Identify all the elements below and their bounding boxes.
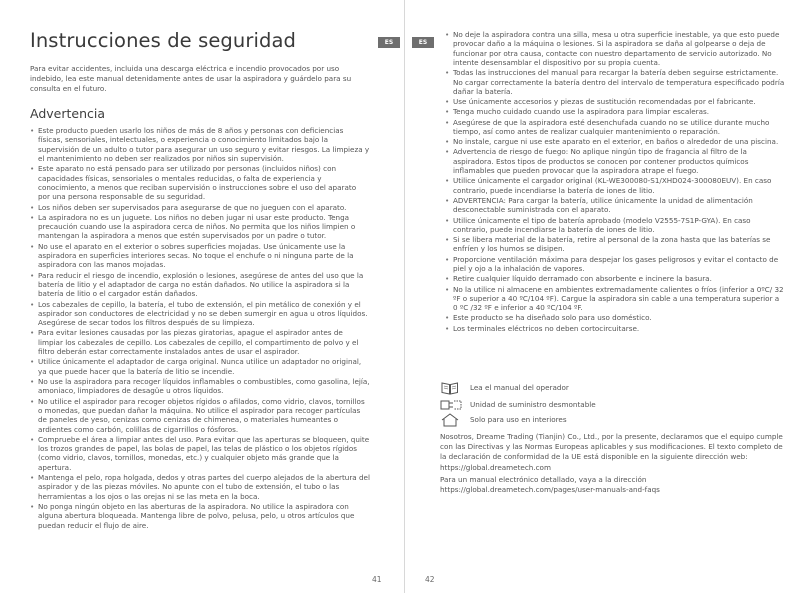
indoor-icon [440,412,460,426]
list-item: • Para reducir el riesgo de incendio, explosión o lesiones, asegúrese de antes del uso que la batería de litio y el adaptador de carga no están dañados. No utilice la aspiradora si la batería de litio o el cargador están dañados. [30,271,370,299]
page-title: Instrucciones de seguridad [30,29,297,52]
symbol-label: Lea el manual del operador [470,383,569,392]
manual-icon [440,380,460,394]
language-badge-left: ES [378,37,400,48]
list-item: • Use únicamente accesorios y piezas de sustitución recomendadas por el fabricante. [445,97,785,106]
list-item: • Mantenga el pelo, ropa holgada, dedos y otras partes del cuerpo alejados de la abertura del aspirador y de las piezas móviles. No apunte con el tubo de extensión, el tubo o las herramientas a los ojos o las orejas ni se las meta en la boca. [30,473,370,501]
list-item: • No use el aparato en el exterior o sobres superficies mojadas. Use únicamente use la aspiradora en superficies interiores secas. No toque el enchufe o ni ninguna parte de la aspiradora con las manos mojadas. [30,242,370,270]
language-badge-right: ES [412,37,434,48]
intro-paragraph: Para evitar accidentes, incluida una descarga eléctrica e incendio provocados por uso indebido, lea este manual detenidamente antes de usar la aspiradora y guárdelo para su consulta en el futuro. [30,64,352,94]
list-item: • Retire cualquier líquido derramado con absorbente e incinere la basura. [445,274,785,283]
list-item: • Utilice únicamente el tipo de batería aprobado (modelo V2555-7S1P-GYA). En caso contrario, puede incendiarse la batería de iones de litio. [445,216,785,235]
list-item: • No la utilice ni almacene en ambientes extremadamente calientes o fríos (inferior a 0ºC/ 32 ºF o superior a 40 ºC/104 ºF). Cargue la aspiradora sin cable a una temperatura superior a 0 ºC /32 ºF e inferior a 40 ºC/104 ºF. [445,285,785,313]
list-item: • Todas las instrucciones del manual para recargar la batería deben seguirse estrictamente. No cargar correctamente la batería dentro del intervalo de temperatura especificado podría dañar la batería. [445,68,785,96]
list-item: • Este producto pueden usarlo los niños de más de 8 años y personas con deficiencias físicas, sensoriales, intelectuales, o experiencia o conocimiento limitados bajo la supervisión de un adulto o tutor para asegurar un uso seguro y evitar riesgos. La limpieza y el mantenimiento no deben ser realizados por niños sin supervisión. [30,126,370,163]
list-item: • Compruebe el área a limpiar antes del uso. Para evitar que las aperturas se bloqueen, quite los trozos grandes de papel, las bolas de papel, las telas de plástico o los objetos rígidos (como vidrio, clavos, tornillos, monedas, etc.) y cualquier objeto más grande que la apertura. [30,435,370,472]
list-item: • No utilice el aspirador para recoger objetos rígidos o afilados, como vidrio, clavos, tornillos o monedas, que puedan dañar la máquina. No utilice el aspirador para recoger partículas de paneles de yeso, cenizas como cenizas de chimenea, o materiales humeantes o ardientes como carbón, colillas de cigarrillos o fósforos. [30,397,370,434]
detachable-supply-icon [440,397,460,411]
list-item: • Este producto se ha diseñado solo para uso doméstico. [445,313,785,322]
symbol-row-supply [440,397,780,413]
list-item: • Utilice únicamente el cargador original (KL-WE300080-S1/XHD024-300080EUV). En caso contrario, puede incendiarse la batería de iones de litio. [445,176,785,195]
list-item: • No use la aspiradora para recoger líquidos inflamables o combustibles, como gasolina, lejía, amoniaco, limpiadores de desagüe u otros líquidos. [30,377,370,396]
warning-list-right [445,30,785,334]
list-item: • Utilice únicamente el adaptador de carga original. Nunca utilice un adaptador no original, ya que puede hacer que la batería de litio se incendie. [30,357,370,376]
list-item: • Proporcione ventilación máxima para despejar los gases peligrosos y evitar el contacto de piel y ojo a la inhalación de vapores. [445,255,785,274]
list-item: • Los cabezales de cepillo, la batería, el tubo de extensión, el pin metálico de conexión y el aspirador son conductores de electricidad y no se deben sumergir en agua u otros líquidos. Asegúrese de secar todos los filtros después de su limpieza. [30,300,370,328]
list-item: • No deje la aspiradora contra una silla, mesa u otra superficie inestable, ya que esto puede provocar daño a la máquina o lesiones. Si la aspiradora se daña al golpearse o deja de funcionar por otra causa, contacte con nuestro departamento de servicio autorizado. No intente desensamblar el dispositivo por su propia cuenta. [445,30,785,67]
symbol-row-indoor [440,412,780,428]
list-item: • La aspiradora no es un juguete. Los niños no deben jugar ni usar este producto. Tenga precaución cuando use la aspiradora cerca de niños. No permita que los niños limpien o mantengan la aspiradora a menos que estén supervisados por un padre o tutor. [30,213,370,241]
list-item: • Asegúrese de que la aspiradora esté desenchufada cuando no se utilice durante mucho tiempo, así como antes de realizar cualquier mantenimiento o reparación. [445,118,785,137]
section-heading-warning: Advertencia [30,106,106,121]
page-number-right: 42 [425,575,435,584]
list-item: • Si se libera material de la batería, retire al personal de la zona hasta que las baterías se enfríen y los humos se disipen. [445,235,785,254]
list-item: • Tenga mucho cuidado cuando use la aspiradora para limpiar escaleras. [445,107,785,116]
list-item: • Este aparato no está pensado para ser utilizado por personas (incluidos niños) con capacidades físicas, sensoriales o mentales reducidas, o falta de experiencia y conocimiento, a menos que reciban supervisión o instrucciones sobre el uso del aparato por una persona responsable de su seguridad. [30,164,370,201]
symbol-row-manual [440,380,780,396]
symbol-label: Unidad de suministro desmontable [470,400,596,409]
declaration-paragraph: Nosotros, Dreame Trading (Tianjin) Co., Ltd., por la presente, declaramos que el equipo cumple con las Directivas y las Normas Europeas aplicables y sus modificaciones. El texto completo de la declaración de conformidad de la UE está disponible en la siguiente dirección web: https://global.dreametech.com [440,432,783,472]
list-item: • No ponga ningún objeto en las aberturas de la aspiradora. No utilice la aspiradora con alguna abertura bloqueada. Mantenga libre de polvo, pelusa, pelo, u otros artículos que puedan reducir el flujo de aire. [30,502,370,530]
list-item: • No instale, cargue ni use este aparato en el exterior, en baños o alrededor de una piscina. [445,137,785,146]
page-number-left: 41 [372,575,382,584]
manual-link-paragraph: Para un manual electrónico detallado, vaya a la dirección https://global.dreametech.com/pages/user-manuals-and-faqs [440,475,660,495]
list-item: • Advertencia de riesgo de fuego: No aplique ningún tipo de fragancia al filtro de la aspiradora. Estos tipos de productos se conocen por contener productos químicos inflamables que pueden provocar que la aspiradora atrape el fuego. [445,147,785,175]
list-item: • Los niños deben ser supervisados para asegurarse de que no jueguen con el aparato. [30,203,370,212]
symbol-label: Solo para uso en interiores [470,415,567,424]
list-item: • Los terminales eléctricos no deben cortocircuitarse. [445,324,785,333]
warning-list-left [30,126,370,531]
list-item: • Para evitar lesiones causadas por las piezas giratorias, apague el aspirador antes de limpiar los cabezales de cepillo. Los cabezales de cepillo, el compartimento de polvo y el filtro deberán estar correctamente instalados antes de usar el aspirador. [30,328,370,356]
list-item: • ADVERTENCIA: Para cargar la batería, utilice únicamente la unidad de alimentación desconectable suministrada con el aparato. [445,196,785,215]
